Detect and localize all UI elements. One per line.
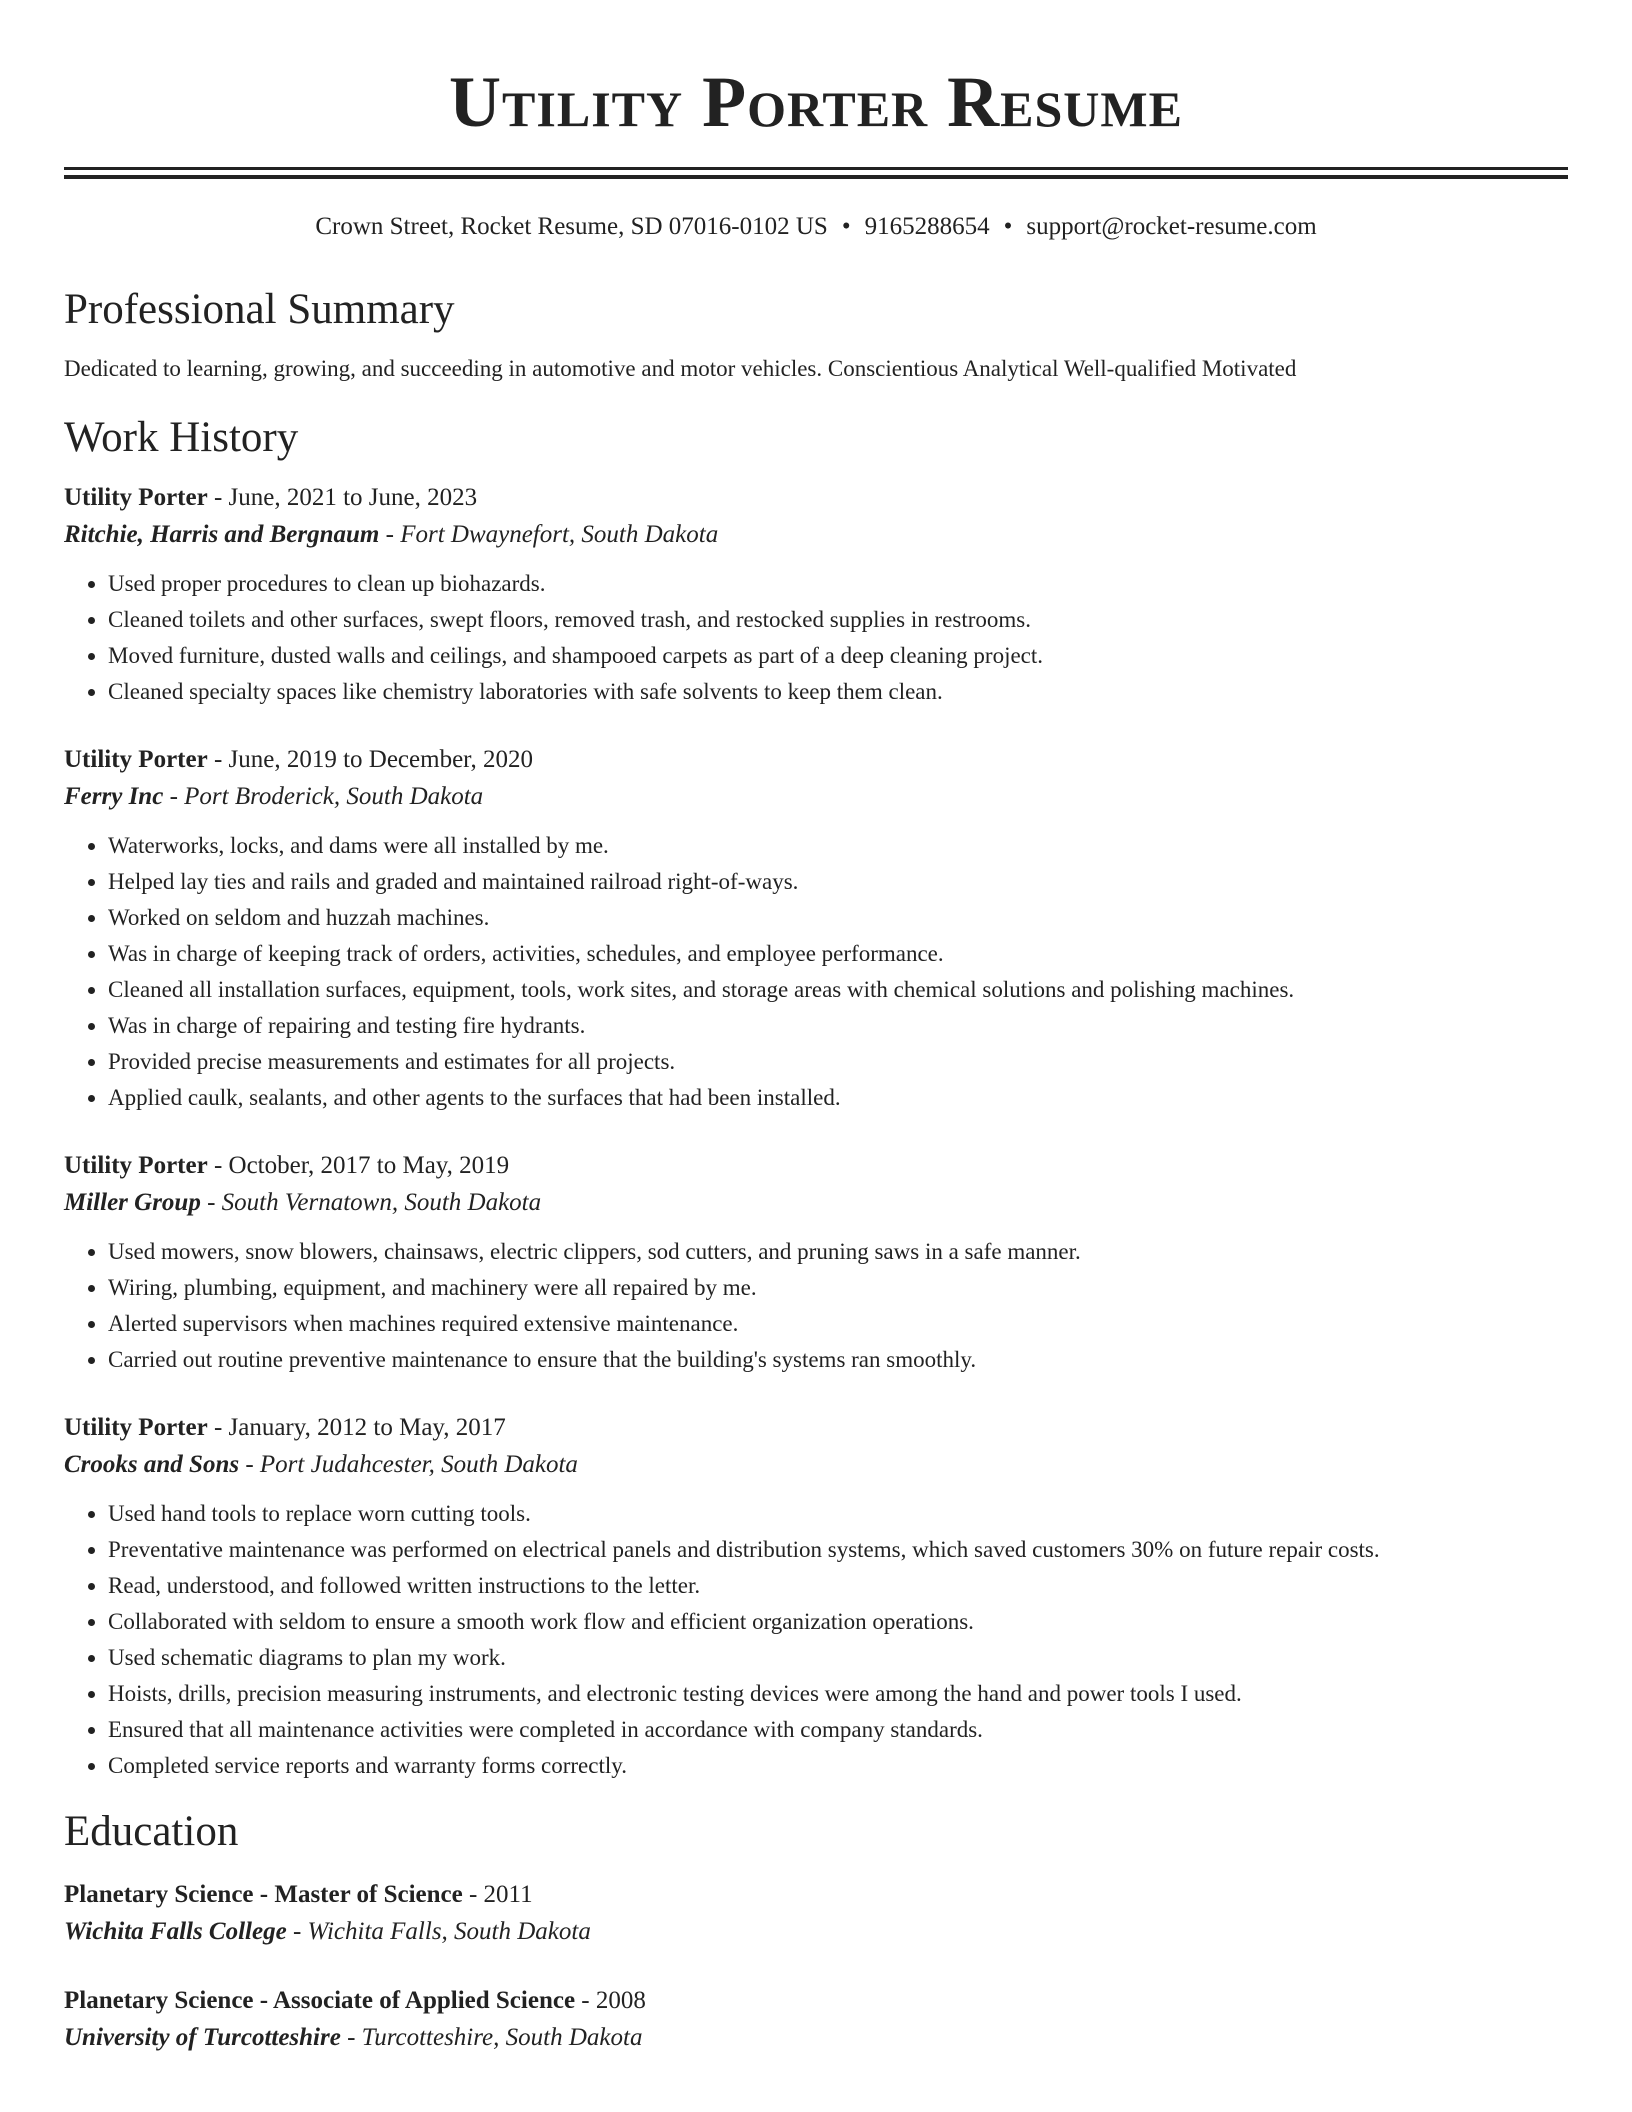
degree-year: 2011 xyxy=(483,1881,533,1908)
list-item: • Cleaned toilets and other surfaces, swept floors, removed trash, and restocked supplies in restrooms. xyxy=(108,602,1568,638)
job-location: Fort Dwaynefort, South Dakota xyxy=(400,521,719,548)
contact-email: support@rocket-resume.com xyxy=(1026,213,1317,240)
job-dash: - xyxy=(379,521,401,548)
job-dash: - xyxy=(239,1451,260,1478)
degree-dash: - xyxy=(462,1881,484,1908)
job-company-line xyxy=(64,1446,1568,1484)
list-item: • Used proper procedures to clean up biohazards. xyxy=(108,566,1568,602)
list-item: • Collaborated with seldom to ensure a smooth work flow and efficient organization operations. xyxy=(108,1604,1568,1640)
education-list xyxy=(64,1877,1568,2057)
list-item: • Used hand tools to replace worn cutting tools. xyxy=(108,1496,1568,1532)
list-item: • Alerted supervisors when machines required extensive maintenance. xyxy=(108,1306,1568,1342)
job-entry xyxy=(64,480,1568,710)
job-company: Ferry Inc xyxy=(64,783,164,810)
list-item: • Provided precise measurements and estimates for all projects. xyxy=(108,1044,1568,1080)
job-entry xyxy=(64,1410,1568,1784)
job-location: Port Broderick, South Dakota xyxy=(184,783,484,810)
job-company: Ritchie, Harris and Bergnaum xyxy=(64,521,380,548)
job-dash: - xyxy=(207,746,229,773)
job-company: Crooks and Sons xyxy=(64,1451,240,1478)
degree-year: 2008 xyxy=(595,1987,646,2014)
job-entry xyxy=(64,1148,1568,1378)
list-item: • Used mowers, snow blowers, chainsaws, electric clippers, sod cutters, and pruning saws in a safe manner. xyxy=(108,1234,1568,1270)
list-item: • Wiring, plumbing, equipment, and machinery were all repaired by me. xyxy=(108,1270,1568,1306)
job-title: Utility Porter xyxy=(64,484,208,511)
job-dash: - xyxy=(163,783,185,810)
job-dash: - xyxy=(207,484,229,511)
job-title-line xyxy=(64,742,1568,778)
contact-phone: 9165288654 xyxy=(864,213,990,240)
job-duties xyxy=(64,828,1568,1116)
contact-line xyxy=(64,212,1568,242)
job-dates: October, 2017 to May, 2019 xyxy=(228,1152,510,1179)
list-item: • Cleaned all installation surfaces, equipment, tools, work sites, and storage areas with chemical solutions and polishing machines. xyxy=(108,972,1568,1008)
job-location: South Vernatown, South Dakota xyxy=(221,1189,542,1216)
job-entry xyxy=(64,742,1568,1116)
job-dates: June, 2021 to June, 2023 xyxy=(228,484,478,511)
job-dash: - xyxy=(207,1414,229,1441)
job-title: Utility Porter xyxy=(64,1414,208,1441)
contact-separator: • xyxy=(1003,213,1013,240)
list-item: • Hoists, drills, precision measuring instruments, and electronic testing devices were among the hand and power tools I used. xyxy=(108,1676,1568,1712)
list-item: • Ensured that all maintenance activities were completed in accordance with company standards. xyxy=(108,1712,1568,1748)
list-item: • Cleaned specialty spaces like chemistry laboratories with safe solvents to keep them clean. xyxy=(108,674,1568,710)
degree: Planetary Science - Master of Science xyxy=(64,1881,463,1908)
job-dates: June, 2019 to December, 2020 xyxy=(228,746,533,773)
title-divider xyxy=(64,167,1568,179)
education-entry xyxy=(64,1983,1568,2057)
job-dash: - xyxy=(207,1152,229,1179)
work-history-heading: Work History xyxy=(64,414,299,461)
job-company-line xyxy=(64,516,1568,554)
education-heading: Education xyxy=(64,1808,239,1855)
list-item: • Read, understood, and followed written instructions to the letter. xyxy=(108,1568,1568,1604)
summary-heading: Professional Summary xyxy=(64,286,455,333)
job-title: Utility Porter xyxy=(64,1152,208,1179)
school-name: Wichita Falls College xyxy=(64,1918,287,1945)
resume-page xyxy=(64,0,1568,2057)
list-item: • Worked on seldom and huzzah machines. xyxy=(108,900,1568,936)
job-company-line xyxy=(64,778,1568,816)
list-item: • Helped lay ties and rails and graded and maintained railroad right-of-ways. xyxy=(108,864,1568,900)
resume-title: Utility Porter Resume xyxy=(449,62,1183,142)
degree-line xyxy=(64,1983,1568,2019)
job-location: Port Judahcester, South Dakota xyxy=(259,1451,578,1478)
school-line xyxy=(64,2019,1568,2057)
school-line xyxy=(64,1913,1568,1951)
school-location: Wichita Falls, South Dakota xyxy=(307,1918,591,1945)
list-item: • Applied caulk, sealants, and other agents to the surfaces that had been installed. xyxy=(108,1080,1568,1116)
job-company-line xyxy=(64,1184,1568,1222)
school-dash: - xyxy=(286,1918,308,1945)
job-title: Utility Porter xyxy=(64,746,208,773)
list-item: • Moved furniture, dusted walls and ceilings, and shampooed carpets as part of a deep cleaning project. xyxy=(108,638,1568,674)
degree: Planetary Science - Associate of Applied Science xyxy=(64,1987,576,2014)
list-item: • Preventative maintenance was performed on electrical panels and distribution systems, which saved customers 30% on future repair costs. xyxy=(108,1532,1568,1568)
list-item: • Completed service reports and warranty forms correctly. xyxy=(108,1748,1568,1784)
list-item: • Was in charge of keeping track of orders, activities, schedules, and employee performance. xyxy=(108,936,1568,972)
job-dates: January, 2012 to May, 2017 xyxy=(228,1414,506,1441)
job-duties xyxy=(64,1234,1568,1378)
summary-text: Dedicated to learning, growing, and succeeding in automotive and motor vehicles. Conscientious Analytical Well-qualified Motivated xyxy=(64,356,1297,381)
school-name: University of Turcotteshire xyxy=(64,2024,341,2051)
school-location: Turcotteshire, South Dakota xyxy=(361,2024,643,2051)
degree-line xyxy=(64,1877,1568,1913)
school-dash: - xyxy=(340,2024,362,2051)
job-title-line xyxy=(64,1148,1568,1184)
list-item: • Carried out routine preventive maintenance to ensure that the building's systems ran smoothly. xyxy=(108,1342,1568,1378)
list-item: • Waterworks, locks, and dams were all installed by me. xyxy=(108,828,1568,864)
list-item: • Used schematic diagrams to plan my work. xyxy=(108,1640,1568,1676)
job-company: Miller Group xyxy=(64,1189,201,1216)
contact-separator: • xyxy=(841,213,851,240)
job-duties xyxy=(64,1496,1568,1784)
job-duties xyxy=(64,566,1568,710)
list-item: • Was in charge of repairing and testing fire hydrants. xyxy=(108,1008,1568,1044)
contact-address: Crown Street, Rocket Resume, SD 07016-0102 US xyxy=(315,213,828,240)
work-history-list xyxy=(64,480,1568,1784)
job-dash: - xyxy=(200,1189,222,1216)
education-entry xyxy=(64,1877,1568,1951)
degree-dash: - xyxy=(575,1987,596,2014)
job-title-line xyxy=(64,480,1568,516)
job-title-line xyxy=(64,1410,1568,1446)
